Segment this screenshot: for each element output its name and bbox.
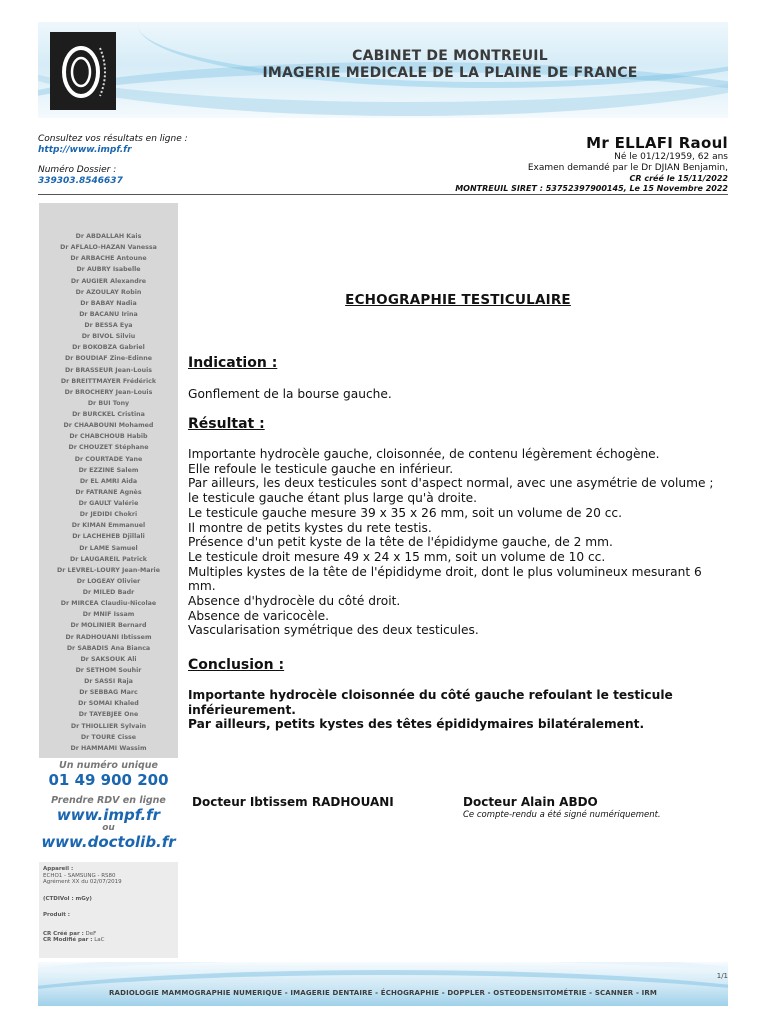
rdv-label: Prendre RDV en ligne (51, 795, 166, 806)
cr-modified-value: LaC (94, 937, 105, 943)
doctor-list-item: Dr COURTADE Yane (74, 455, 143, 463)
conclusion-text (188, 688, 723, 732)
doctor-list-item: Dr RADHOUANI Ibtissem (65, 633, 152, 641)
equipment-box (39, 862, 178, 958)
doctor-list-item: Dr MILED Badr (82, 589, 135, 596)
doctor-list-item: Dr BUI Tony (87, 399, 130, 407)
doctor-list-item: Dr AUBRY Isabelle (76, 266, 141, 274)
doctor-list-item: Dr BRASSEUR Jean-Louis (65, 366, 152, 374)
doctor-list-item: Dr TAYEBJEE One (78, 711, 139, 719)
or-label: ou (102, 823, 115, 833)
doctor-list-item: Dr BESSA Eya (84, 322, 133, 329)
doctor-list-item: Dr CHOUZET Stéphane (68, 444, 149, 452)
patient-info (455, 134, 728, 194)
resultat-line: Présence d'un petit kyste de la tête de l'épididyme gauche, de 2 mm. (188, 535, 613, 550)
doctor-list-item: Dr SEBBAG Marc (79, 689, 138, 697)
clinic-logo (50, 32, 116, 110)
resultat-line: Multiples kystes de la tête de l'épididyme droit, dont le plus volumineux mesurant 6 mm. (188, 564, 702, 594)
doctor-list-item: Dr ABDALLAH Kais (75, 233, 142, 240)
resultat-line: Importante hydrocèle gauche, cloisonnée, de contenu légèrement échogène. (188, 447, 660, 461)
doctor-list-item: Dr CHAABOUNI Mohamed (63, 422, 154, 430)
doctor-list-item: Dr SAKSOUK Ali (80, 655, 137, 663)
doctor-list-item: Dr SABADIS Ana Bianca (66, 644, 151, 652)
doctor-list-item: Dr BACANU Irina (79, 310, 138, 318)
indication-heading: Indication : (188, 355, 278, 371)
conclusion-line: Par ailleurs, petits kystes des têtes épididymaires bilatéralement. (188, 717, 645, 732)
appareil-label: Appareil : (43, 866, 74, 872)
doctor-list-item: Dr LAUGAREIL Patrick (70, 555, 147, 563)
conclusion-line: Importante hydrocèle cloisonnée du côté gauche refoulant le testicule inférieurement. (188, 688, 673, 717)
doctor-list-item: Dr AZOULAY Robin (75, 288, 142, 296)
resultat-line: Absence de varicocèle. (188, 608, 330, 623)
doctor-list-item: Dr JEDIDI Chokri (79, 511, 138, 519)
footer-banner (38, 962, 728, 1006)
doctor-list-item: Dr BABAY Nadia (80, 299, 137, 307)
doctor-list-item: Dr LOGEAY Olivier (76, 577, 141, 585)
resultat-line: Il montre de petits kystes du rete testis. (188, 520, 432, 535)
doctor-list-item: Dr GAULT Valérie (78, 500, 139, 507)
resultat-line: Vascularisation symétrique des deux testicules. (188, 623, 479, 638)
doctor-list-item: Dr EL AMRI Aida (79, 477, 138, 485)
conclusion-heading: Conclusion : (188, 657, 285, 673)
cr-created-value: DeF (85, 930, 97, 937)
online-results (38, 134, 188, 156)
resultat-heading: Résultat : (188, 416, 265, 432)
doctor-list-item: Dr MOLINIER Bernard (70, 622, 147, 630)
cr-created-date: CR créé le 15/11/2022 (629, 174, 728, 183)
clinic-subtitle: IMAGERIE MEDICALE DE LA PLAINE DE FRANCE (262, 65, 638, 81)
online-results-label: Consultez vos résultats en ligne : (38, 134, 188, 144)
phone-number[interactable]: 01 49 900 200 (48, 771, 169, 789)
doctor-sidebar (39, 203, 178, 758)
signature-doctor-2: Docteur Alain ABDO (463, 795, 598, 809)
appareil-line1: ECHO1 - SAMSUNG - RS80 (43, 872, 116, 879)
doctor-list-item: Dr AUGIER Alexandre (70, 277, 147, 285)
doctor-list-item: Dr SETHOM Souhir (75, 666, 142, 674)
doctor-list-item: Dr AFLALO-HAZAN Vanessa (60, 244, 157, 252)
doctor-list-item: Dr EZZINE Salem (78, 466, 139, 474)
doctor-list-item: Dr THIOLLIER Sylvain (70, 722, 147, 730)
dossier-info (38, 165, 123, 187)
cr-created-label: CR Créé par : (43, 930, 84, 937)
doctor-list-item: Dr BOUDIAF Zine-Edinne (64, 355, 153, 363)
resultat-line: Le testicule gauche mesure 39 x 35 x 26 mm, soit un volume de 20 cc. (188, 505, 622, 520)
doctor-list-item: Dr TOURE Cisse (80, 733, 137, 741)
contact-block (39, 760, 178, 851)
signature-note: Ce compte-rendu a été signé numériquement. (463, 810, 661, 820)
resultat-text (188, 447, 723, 638)
patient-birth: Né le 01/12/1959, 62 ans (614, 152, 728, 162)
impf-link[interactable]: www.impf.fr (56, 806, 161, 824)
doctor-list-item: Dr BREITTMAYER Frédérick (60, 377, 157, 385)
online-results-link[interactable]: http://www.impf.fr (38, 145, 132, 155)
doctor-list-item: Dr CHABCHOUB Habib (69, 433, 148, 441)
doctor-list-item: Dr HAMMAMI Wassim (70, 744, 147, 752)
footer-services: RADIOLOGIE MAMMOGRAPHIE NUMERIQUE - IMAGERIE DENTAIRE - ÉCHOGRAPHIE - DOPPLER - OSTEODENSITOMÉTRIE - SCANNER - IRM (109, 989, 657, 997)
appareil-line2: Agrément XX du 02/07/2019 (43, 879, 122, 885)
doctor-list-item: Dr BROCHERY Jean-Louis (64, 388, 153, 396)
clinic-title (200, 48, 700, 82)
doctor-list-item: Dr SOMAI Khaled (78, 700, 139, 708)
doctolib-link[interactable]: www.doctolib.fr (41, 833, 176, 851)
doctor-list-item: Dr LACHEHEB Djillali (72, 533, 145, 541)
doctor-list-item: Dr LAME Samuel (79, 544, 138, 552)
doctor-list-item: Dr MIRCEA Claudiu-Nicolae (60, 600, 157, 608)
doctor-list (39, 203, 178, 754)
doctor-list-item: Dr ARBACHE Antoune (70, 255, 147, 263)
doctor-list-item: Dr LEVREL-LOURY Jean-Marie (56, 566, 160, 574)
signature-doctor-1: Docteur Ibtissem RADHOUANI (192, 795, 394, 809)
doctor-list-item: Dr BOKOBZA Gabriel (72, 344, 145, 352)
page-number: 1/1 (716, 972, 728, 980)
doctor-list-item: Dr BIVOL Silviu (81, 333, 136, 341)
patient-name: Mr ELLAFI Raoul (586, 134, 728, 152)
doctor-list-item: Dr BURCKEL Cristina (72, 411, 145, 418)
siret-line: MONTREUIL SIRET : 53752397900145, Le 15 Novembre 2022 (455, 184, 728, 193)
report-title: ECHOGRAPHIE TESTICULAIRE (345, 292, 571, 308)
resultat-line: Par ailleurs, les deux testicules sont d'aspect normal, avec une asymétrie de volume ; le testicule gauche étant plus large qu'à droite. (188, 476, 714, 506)
resultat-line: Le testicule droit mesure 49 x 24 x 15 mm, soit un volume de 10 cc. (188, 549, 606, 564)
cr-modified-label: CR Modifié par : (43, 937, 93, 943)
unique-number-label: Un numéro unique (59, 760, 158, 771)
resultat-line: Elle refoule le testicule gauche en inférieur. (188, 461, 454, 476)
doctor-list-item: Dr MNIF Issam (82, 611, 135, 619)
indication-text: Gonflement de la bourse gauche. (188, 387, 392, 401)
produit-label: Produit : (43, 912, 71, 918)
doctor-list-item: Dr FATRANE Agnès (75, 488, 142, 496)
dossier-number: 339303.8546637 (38, 176, 123, 186)
dossier-label: Numéro Dossier : (38, 165, 117, 175)
ctdi-label: (CTDIVol : mGy) (43, 895, 92, 902)
doctor-list-item: Dr KIMAN Emmanuel (71, 522, 146, 530)
requesting-doctor: Examen demandé par le Dr DJIAN Benjamin, (527, 163, 728, 173)
header-divider (38, 194, 728, 195)
clinic-name: CABINET DE MONTREUIL (352, 48, 548, 64)
resultat-line: Absence d'hydrocèle du côté droit. (188, 594, 401, 609)
doctor-list-item: Dr SASSI Raja (84, 678, 133, 685)
